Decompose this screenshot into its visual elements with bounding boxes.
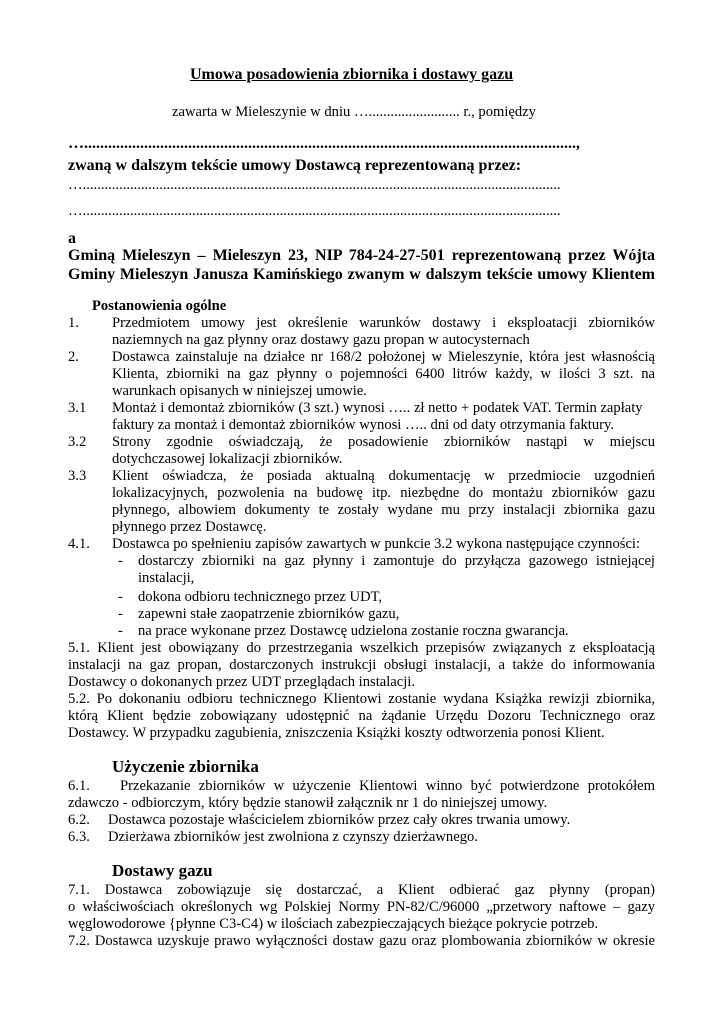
clause-6-2-number: 6.2. — [68, 812, 90, 828]
clause-1-line-2: naziemnych na gaz płynny oraz dostawy gazu propan w autocysternach — [112, 332, 530, 348]
supplier-line: zwaną w dalszym tekście umowy Dostawcą reprezentowaną przez: — [68, 157, 522, 174]
clause-6-2-line-1: Dostawca pozostaje właścicielem zbiorników przez cały okres trwania umowy. — [108, 812, 571, 828]
bullet-2: dokona odbioru technicznego przez UDT, — [138, 589, 383, 605]
clause-3-3-line-1: Klient oświadcza, że posiada aktualną dokumentację w przedmiocie uzgodnień — [112, 468, 655, 484]
clause-7-1-line-2: o właściwościach określonych wg Polskiej Normy PN-82/C/96000 „przetwory naftowe – gazy — [68, 899, 655, 915]
clause-6-3-number: 6.3. — [68, 829, 90, 845]
party-dots-line: …..........................................................................................................................., — [68, 135, 580, 152]
usage-section-heading: Użyczenie zbiornika — [112, 757, 259, 776]
clause-3-3-number: 3.3 — [68, 468, 87, 484]
clause-6-1-line-1: Przekazanie zbiorników w użyczenie Klientowi winno być potwierdzone protokółem — [120, 778, 655, 794]
clause-7-1-line-1: 7.1. Dostawca zobowiązuje się dostarczać, a Klient odbierać gaz płynny (propan) — [68, 882, 655, 898]
bullet-1-line-2: instalacji, — [138, 570, 195, 586]
clause-5-1-line-2: instalacji na gaz propan, dostarczonych instrukcji obsługi instalacji, a także do informowania — [68, 657, 655, 673]
client-line-2: Gminy Mieleszyn Janusza Kamińskiego zwanym w dalszym tekście umowy Klientem — [68, 266, 655, 283]
concluded-line: zawarta w Mieleszynie w dniu …......................... r., pomiędzy — [172, 104, 536, 120]
clause-3-3-line-3: płynnego, albowiem dokumenty te zostały wydane mu przy instalacji zbiornika gazu — [112, 502, 655, 518]
clause-5-2-line-3: Dostawcy. W przypadku zagubienia, zniszczenia Książki koszty odtworzenia ponosi Klient. — [68, 725, 605, 741]
clause-5-1-line-3: Dostawcy o dokonanych przez UDT przeglądach instalacji. — [68, 674, 416, 690]
client-line-1: Gminą Mieleszyn – Mieleszyn 23, NIP 784-24-27-501 reprezentowaną przez Wójta — [68, 247, 655, 264]
bullet-1-line-1: dostarczy zbiorniki na gaz płynny i zamontuje do przyłącza gazowego istniejącej — [138, 553, 655, 569]
clause-2-number: 2. — [68, 349, 79, 365]
general-provisions-heading: Postanowienia ogólne — [92, 298, 227, 314]
clause-3-2-number: 3.2 — [68, 434, 87, 450]
representative-dots-2: …................................................................................................................................... — [68, 203, 561, 219]
clause-3-2-line-1: Strony zgodnie oświadczają, że posadowienie zbiorników nastąpi w miejscu — [112, 434, 655, 450]
clause-6-1-line-2: zdawczo - odbiorczym, który będzie stanowił załącznik nr 1 do niniejszej umowy. — [68, 795, 548, 811]
clause-3-1-number: 3.1 — [68, 400, 87, 416]
document-title: Umowa posadowienia zbiornika i dostawy gazu — [190, 66, 514, 83]
clause-6-3-line-1: Dzierżawa zbiorników jest zwolniona z czynszy dzierżawnego. — [108, 829, 478, 845]
clause-4-1-line-1: Dostawca po spełnieniu zapisów zawartych w punkcie 3.2 wykona następujące czynności: — [112, 536, 641, 552]
clause-5-1-line-1: 5.1. Klient jest obowiązany do przestrzegania wszelkich przepisów związanych z eksploatacją — [68, 640, 655, 656]
bullet-dash: - — [118, 589, 123, 605]
clause-5-2-line-1: 5.2. Po dokonaniu odbioru technicznego Klientowi zostanie wydana Książka rewizji zbiornika, — [68, 691, 655, 707]
clause-2-line-1: Dostawca zainstaluje na działce nr 168/2 położonej w Mieleszynie, która jest własnością — [112, 349, 655, 365]
clause-7-1-line-3: węglowodorowe {płynne C3-C4) w ilościach zabezpieczających bieżące pokrycie potrzeb. — [68, 916, 599, 932]
clause-3-3-line-4: płynnego przez Dostawcę. — [112, 519, 267, 535]
clause-3-2-line-2: dotychczasowej lokalizacji zbiorników. — [112, 451, 343, 467]
clause-1-line-1: Przedmiotem umowy jest określenie warunków dostawy i eksploatacji zbiorników — [112, 315, 655, 331]
clause-3-1-line-1: Montaż i demontaż zbiorników (3 szt.) wynosi ….. zł netto + podatek VAT. Termin zapłaty — [112, 400, 643, 416]
representative-dots-1: …................................................................................................................................... — [68, 177, 561, 193]
delivery-section-heading: Dostawy gazu — [112, 861, 213, 880]
clause-2-line-2: Klienta, zbiorniki na gaz płynny o pojemności 6400 litrów każdy, w ilości 3 szt. na — [112, 366, 655, 382]
clause-6-1-number: 6.1. — [68, 778, 90, 794]
clause-7-2-line-1: 7.2. Dostawca uzyskuje prawo wyłączności dostaw gazu oraz plombowania zbiorników w okresie — [68, 933, 655, 949]
bullet-dash: - — [118, 553, 123, 569]
clause-3-1-line-2: faktury za montaż i demontaż zbiorników wynosi ….. dni od daty otrzymania faktury. — [112, 417, 614, 433]
clause-2-line-3: warunkach opisanych w niniejszej umowie. — [112, 383, 367, 399]
clause-4-1-number: 4.1. — [68, 536, 90, 552]
clause-3-3-line-2: lokalizacyjnych, pozwolenia na budowę itp. niezbędne do montażu zbiorników gazu — [112, 485, 655, 501]
bullet-3: zapewni stałe zaopatrzenie zbiorników gazu, — [138, 606, 400, 622]
clause-5-2-line-2: którą Klient będzie zobowiązany udostępnić na żądanie Urzędu Dozoru Technicznego oraz — [68, 708, 655, 724]
bullet-dash: - — [118, 606, 123, 622]
bullet-4: na prace wykonane przez Dostawcę udzielona zostanie roczna gwarancja. — [138, 623, 569, 639]
and-label: a — [68, 230, 76, 247]
bullet-dash: - — [118, 623, 123, 639]
clause-1-number: 1. — [68, 315, 79, 331]
